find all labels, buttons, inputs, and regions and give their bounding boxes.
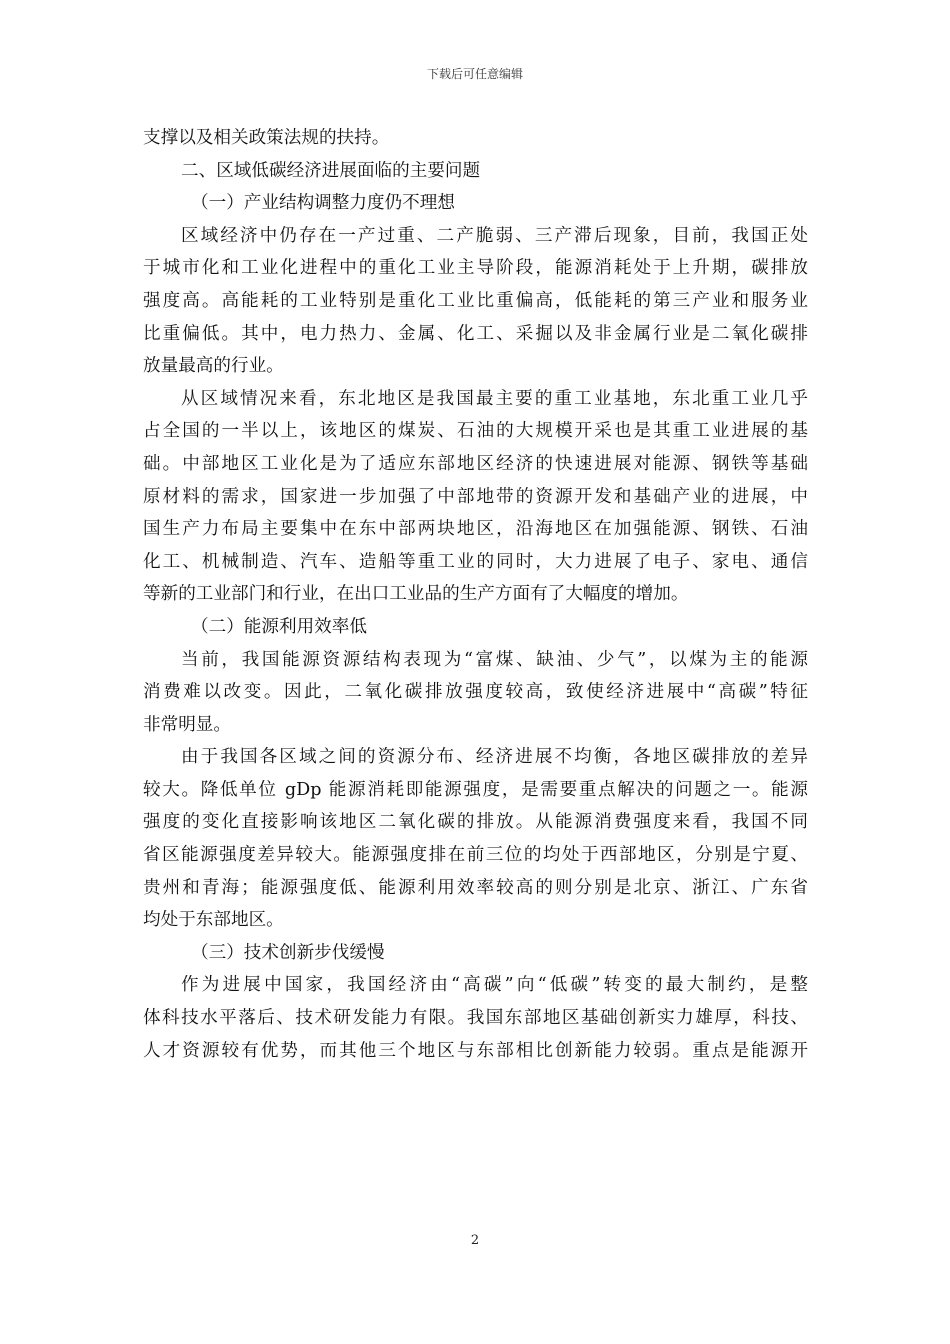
section-heading: 二、区域低碳经济进展面临的主要问题 [181,160,481,181]
body-line: 由于我国各区域之间的资源分布、经济进展不均衡，各地区碳排放的差异 [181,747,808,768]
document-body [143,122,808,1067]
body-line: 原材料的需求，国家进一步加强了中部地带的资源开发和基础产业的进展，中 [143,486,808,507]
body-line: 较大。降低单位 gDp 能源消耗即能源强度，是需要重点解决的问题之一。能源 [143,779,808,800]
page-number: 2 [470,1233,480,1248]
body-line: 非常明显。 [143,714,231,735]
body-line: 化工、机械制造、汽车、造船等重工业的同时，大力进展了电子、家电、通信 [143,551,808,572]
subsection-heading: （二）能源利用效率低 [191,616,367,637]
body-line: 消费难以改变。因此，二氧化碳排放强度较高，致使经济进展中“高碳”特征 [143,682,808,703]
body-line: 国生产力布局主要集中在东中部两块地区，沿海地区在加强能源、钢铁、石油 [143,519,808,540]
body-line: 省区能源强度差异较大。能源强度排在前三位的均处于西部地区，分别是宁夏、 [143,845,808,866]
body-line: 比重偏低。其中，电力热力、金属、化工、采掘以及非金属行业是二氧化碳排 [143,323,808,344]
body-line: 人才资源较有优势，而其他三个地区与东部相比创新能力较弱。重点是能源开 [143,1040,808,1061]
body-line: 础。中部地区工业化是为了适应东部地区经济的快速进展对能源、钢铁等基础 [143,453,808,474]
body-line: 占全国的一半以上，该地区的煤炭、石油的大规模开采也是其重工业进展的基 [143,421,808,442]
body-line: 支撑以及相关政策法规的扶持。 [143,128,390,148]
body-line: 贵州和青海；能源强度低、能源利用效率较高的则分别是北京、浙江、广东省 [143,877,808,898]
body-line: 强度的变化直接影响该地区二氧化碳的排放。从能源消费强度来看，我国不同 [143,812,808,833]
body-line: 体科技水平落后、技术研发能力有限。我国东部地区基础创新实力雄厚，科技、 [143,1008,808,1029]
body-line: 作为进展中国家，我国经济由“高碳”向“低碳”转变的最大制约，是整 [181,975,808,996]
page-header: 下载后可任意编辑 [426,67,523,81]
subsection-heading: （三）技术创新步伐缓慢 [191,942,385,963]
body-line: 均处于东部地区。 [143,910,284,931]
body-line: 等新的工业部门和行业，在出口工业品的生产方面有了大幅度的增加。 [143,584,689,605]
body-line: 放量最高的行业。 [143,356,284,377]
body-line: 于城市化和工业化进程中的重化工业主导阶段，能源消耗处于上升期，碳排放 [143,258,808,279]
body-line: 从区域情况来看，东北地区是我国最主要的重工业基地，东北重工业几乎 [181,388,808,409]
body-line: 强度高。高能耗的工业特别是重化工业比重偏高，低能耗的第三产业和服务业 [143,290,808,311]
body-line: 当前，我国能源资源结构表现为“富煤、缺油、少气”，以煤为主的能源 [181,649,808,670]
body-line: 区域经济中仍存在一产过重、二产脆弱、三产滞后现象，目前，我国正处 [181,225,808,246]
subsection-heading: （一）产业结构调整力度仍不理想 [191,193,455,214]
